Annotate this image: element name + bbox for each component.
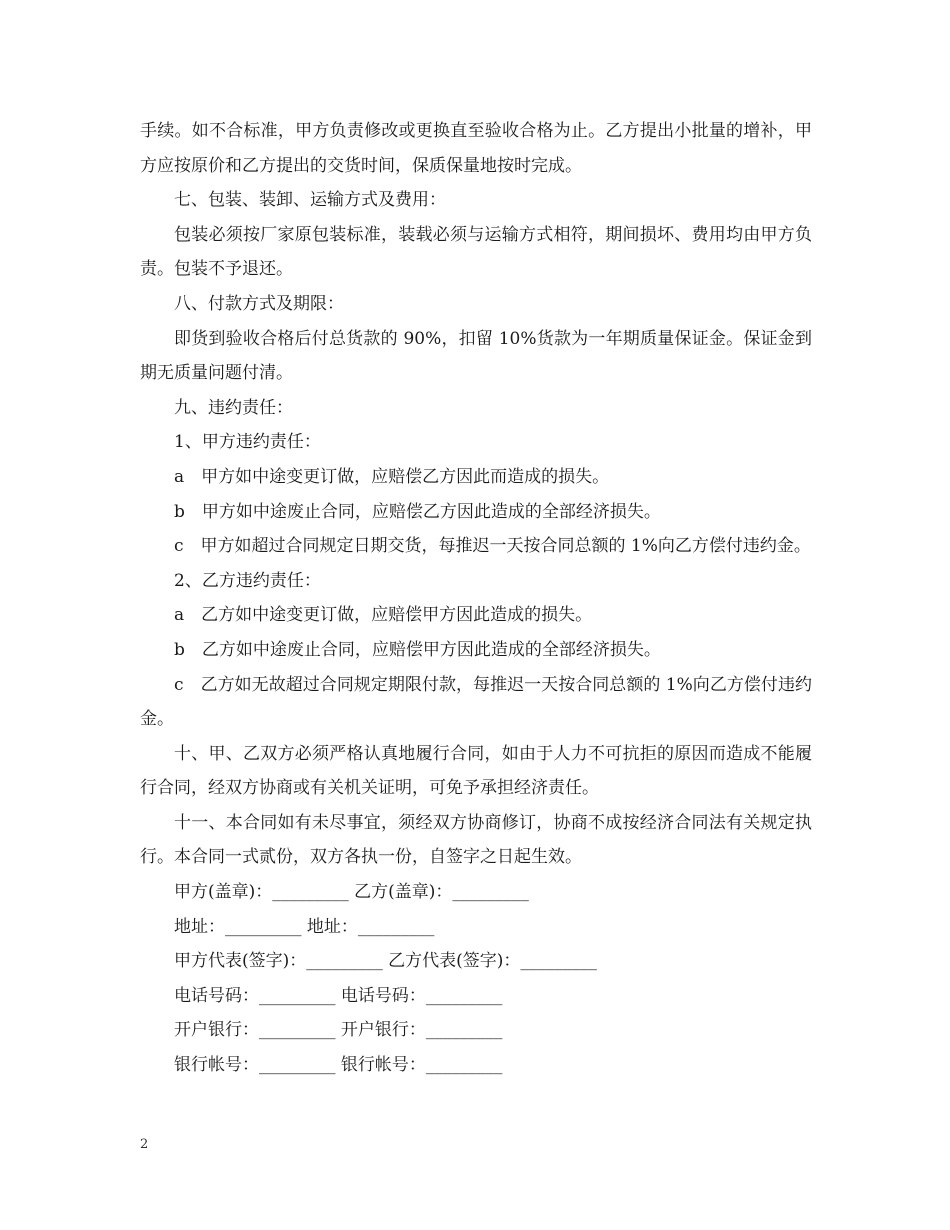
clause-a-item-a: a 甲方如中途变更订做，应赔偿乙方因此而造成的损失。 bbox=[174, 466, 610, 487]
signature-phone-line: 电话号码：_________ 电话号码：_________ bbox=[174, 985, 503, 1006]
heading-payment: 八、付款方式及期限： bbox=[174, 293, 344, 314]
clause-force-majeure: 十、甲、乙双方必须严格认真地履行合同，如由于人力不可抗拒的原因而造成不能履行合同，经双方协商或有关机关证明，可免予承担经济责任。 bbox=[140, 743, 812, 799]
signature-address-line: 地址：_________ 地址：_________ bbox=[174, 916, 435, 937]
clause-b-item-b: b 乙方如中途废止合同，应赔偿甲方因此造成的全部经济损失。 bbox=[174, 639, 661, 660]
paragraph-payment: 即货到验收合格后付总货款的 90%，扣留 10%货款为一年期质量保证金。保证金到期无质量问题付清。 bbox=[140, 328, 812, 384]
clause-a-item-c: c 甲方如超过合同规定日期交货，每推迟一天按合同总额的 1%向乙方偿付违约金。 bbox=[174, 536, 811, 557]
paragraph-continuation: 手续。如不合标准，甲方负责修改或更换直至验收合格为止。乙方提出小批量的增补，甲方应按原价和乙方提出的交货时间，保质保量地按时完成。 bbox=[140, 121, 812, 176]
heading-packaging: 七、包装、装卸、运输方式及费用： bbox=[174, 190, 446, 211]
signature-bank-line: 开户银行：_________ 开户银行：_________ bbox=[174, 1020, 503, 1041]
clause-miscellaneous: 十一、本合同如有未尽事宜，须经双方协商修订，协商不成按经济合同法有关规定执行。本合同一式贰份，双方各执一份，自签字之日起生效。 bbox=[140, 812, 812, 868]
clause-b-item-a: a 乙方如中途变更订做，应赔偿甲方因此造成的损失。 bbox=[174, 605, 593, 626]
heading-liability: 九、违约责任： bbox=[174, 397, 293, 418]
paragraph-packaging: 包装必须按厂家原包装标准，装载必须与运输方式相符，期间损坏、费用均由甲方负责。包装不予退还。 bbox=[140, 224, 812, 280]
signature-representative-line: 甲方代表(签字)：_________ 乙方代表(签字)：_________ bbox=[174, 951, 597, 972]
signature-seal-line: 甲方(盖章)：_________ 乙方(盖章)：_________ bbox=[174, 882, 529, 903]
subheading-party-b-liability: 2、乙方违约责任： bbox=[174, 570, 321, 591]
clause-a-item-b: b 甲方如中途废止合同，应赔偿乙方因此造成的全部经济损失。 bbox=[174, 501, 661, 522]
subheading-party-a-liability: 1、甲方违约责任： bbox=[174, 432, 321, 453]
page-number: 2 bbox=[140, 1137, 149, 1152]
signature-account-line: 银行帐号：_________ 银行帐号：_________ bbox=[174, 1055, 503, 1076]
contract-body bbox=[140, 114, 812, 1083]
clause-b-item-c: c 乙方如无故超过合同规定期限付款，每推迟一天按合同总额的 1%向乙方偿付违约金。 bbox=[140, 674, 812, 730]
